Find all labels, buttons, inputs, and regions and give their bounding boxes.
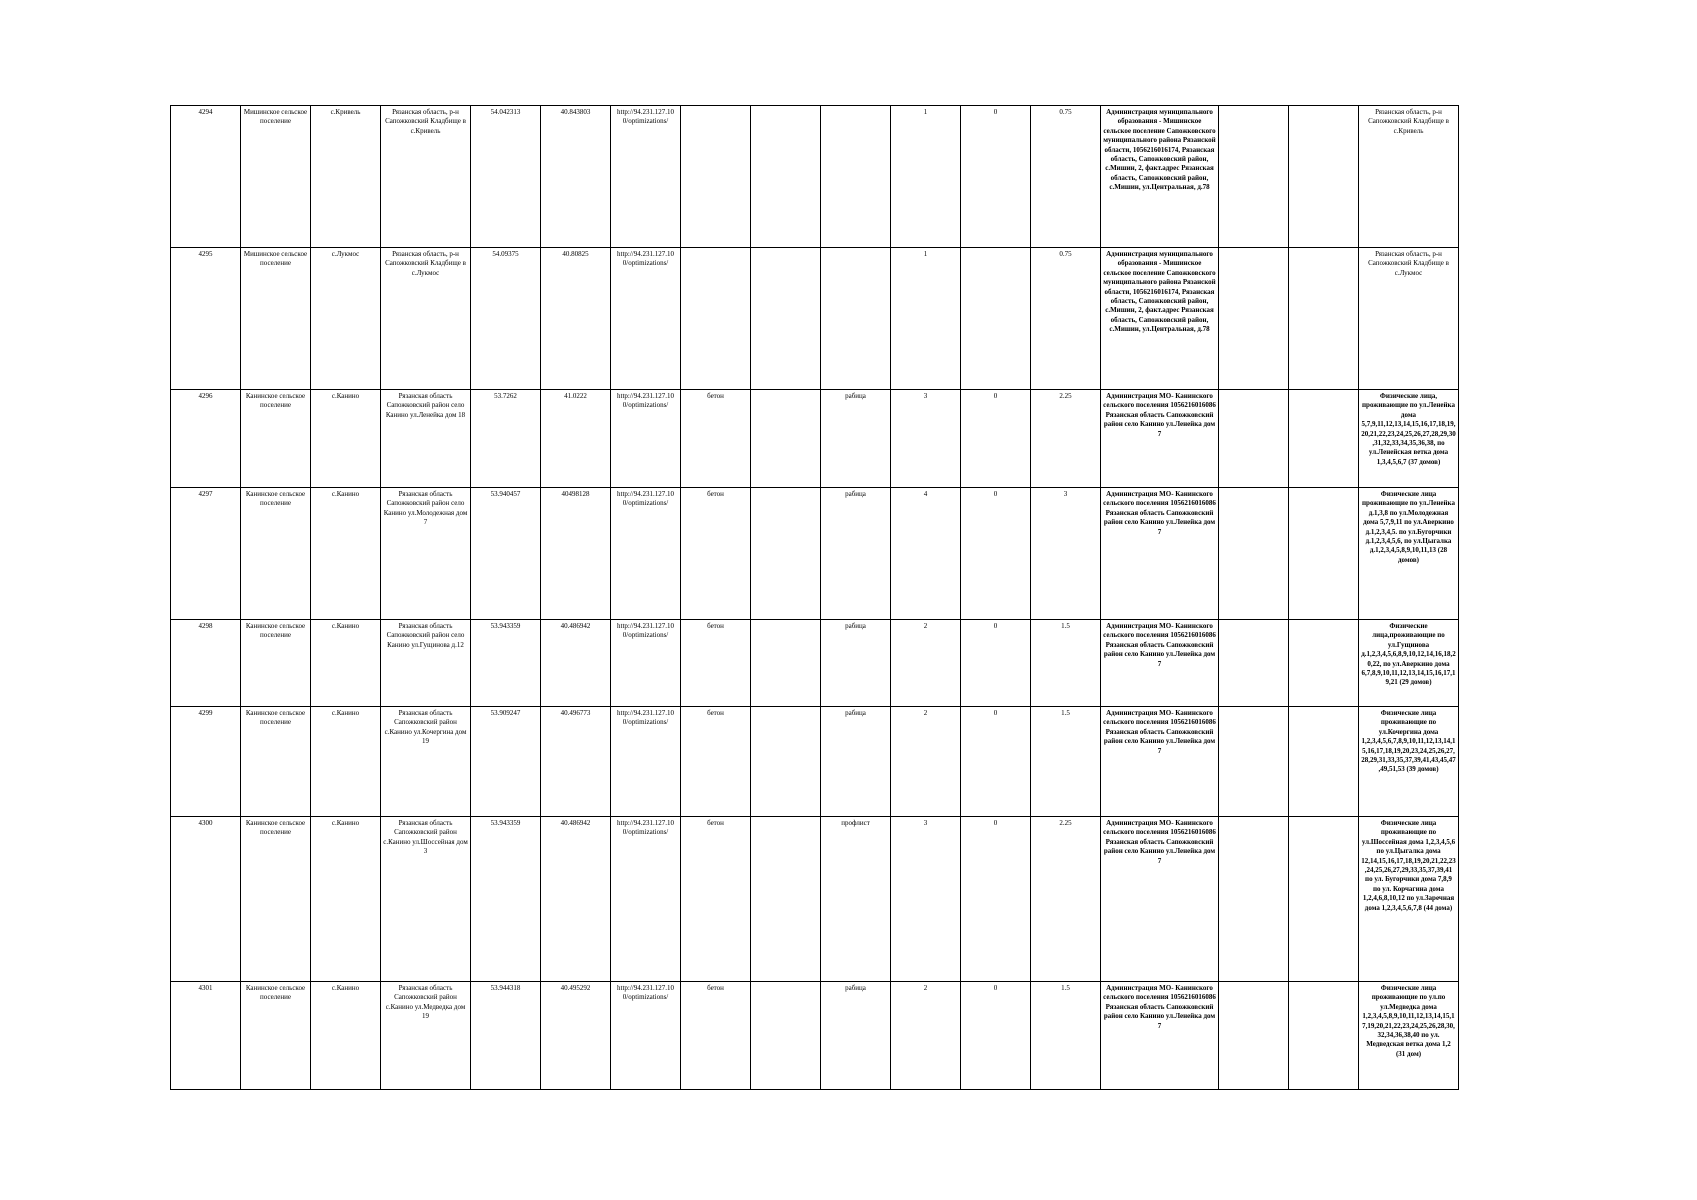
settlement-cell: Мишинское сельское поселение xyxy=(241,248,311,390)
url-cell: http://94.231.127.10 0/optimizations/ xyxy=(611,817,681,982)
empty-cell xyxy=(751,982,821,1090)
empty-cell xyxy=(751,488,821,620)
containers-count-cell: 1 xyxy=(891,106,961,248)
count-cell: 0 xyxy=(961,106,1031,248)
fence-cell: рабица xyxy=(821,620,891,707)
row-id-cell: 4294 xyxy=(171,106,241,248)
containers-count-cell: 2 xyxy=(891,620,961,707)
latitude-cell: 53.909247 xyxy=(471,707,541,817)
table-row xyxy=(171,707,1459,817)
locality-cell: с.Канино xyxy=(311,390,381,488)
longitude-cell: 40.495292 xyxy=(541,982,611,1090)
table-row xyxy=(171,488,1459,620)
owner-cell: Администрация МО- Канинского сельского поселения 1056216016086 Рязанская область Сапожковский район село Канино ул.Ленейка дом 7 xyxy=(1101,620,1219,707)
latitude-cell: 54.09375 xyxy=(471,248,541,390)
table-row xyxy=(171,106,1459,248)
table-row xyxy=(171,620,1459,707)
count-cell: 0 xyxy=(961,488,1031,620)
count-cell: 0 xyxy=(961,817,1031,982)
volume-cell: 0.75 xyxy=(1031,248,1101,390)
settlement-cell: Канинское сельское поселение xyxy=(241,390,311,488)
volume-cell: 1.5 xyxy=(1031,982,1101,1090)
empty-cell xyxy=(1289,390,1359,488)
containers-count-cell: 2 xyxy=(891,707,961,817)
surface-cell: бетон xyxy=(681,707,751,817)
surface-cell: бетон xyxy=(681,982,751,1090)
waste-sources-cell: Физические лица проживающие по ул.по ул.Медведка дома 1,2,3,4,5,8,9,10,11,12,13,14,15,17,19,20,21,22,23,24,25,26,28,30,32,34,36,38,40 по ул. Медведская ветка дома 1,2 (31 дом) xyxy=(1359,982,1459,1090)
surface-cell: бетон xyxy=(681,488,751,620)
empty-cell xyxy=(751,817,821,982)
empty-cell xyxy=(1289,248,1359,390)
settlement-cell: Мишинское сельское поселение xyxy=(241,106,311,248)
owner-cell: Администрация МО- Канинского сельского поселения 1056216016086 Рязанская область Сапожковский район село Канино ул.Ленейка дом 7 xyxy=(1101,488,1219,620)
count-cell: 0 xyxy=(961,620,1031,707)
empty-cell xyxy=(1289,707,1359,817)
empty-cell xyxy=(751,248,821,390)
surface-cell xyxy=(681,106,751,248)
longitude-cell: 40498128 xyxy=(541,488,611,620)
waste-sources-cell: Физические лица проживающие по ул.Ленейка д.1,3,8 по ул.Молодежная дома 5,7,9,11 по ул.Аверкино д.1,2,3,4,5. по ул.Бугорчики д.1,2,3,4,5,6, по ул.Цыгалка д.1,2,3,4,5,8,9,10,11,13 (28 домов) xyxy=(1359,488,1459,620)
url-cell: http://94.231.127.10 0/optimizations/ xyxy=(611,106,681,248)
longitude-cell: 40.486942 xyxy=(541,817,611,982)
volume-cell: 2.25 xyxy=(1031,817,1101,982)
empty-cell xyxy=(1289,982,1359,1090)
waste-sources-cell: Физические лица, проживающие по ул.Ленейка дома 5,7,9,11,12,13,14,15,16,17,18,19,20,21,22,23,24,25,26,27,28,29,30,31,32,33,34,35,36,38, по ул.Ленейская ветка дома 1,3,4,5,6,7 (37 домов) xyxy=(1359,390,1459,488)
owner-cell: Администрация МО- Канинского сельского поселения 1056216016086 Рязанская область Сапожковский район село Канино ул.Ленейка дом 7 xyxy=(1101,707,1219,817)
table-row xyxy=(171,817,1459,982)
row-id-cell: 4301 xyxy=(171,982,241,1090)
settlement-cell: Канинское сельское поселение xyxy=(241,982,311,1090)
locality-cell: с.Канино xyxy=(311,488,381,620)
longitude-cell: 40.843803 xyxy=(541,106,611,248)
empty-cell xyxy=(1219,488,1289,620)
volume-cell: 3 xyxy=(1031,488,1101,620)
row-id-cell: 4300 xyxy=(171,817,241,982)
settlement-cell: Канинское сельское поселение xyxy=(241,707,311,817)
fence-cell: рабица xyxy=(821,982,891,1090)
fence-cell: рабица xyxy=(821,488,891,620)
longitude-cell: 40.486942 xyxy=(541,620,611,707)
count-cell: 0 xyxy=(961,707,1031,817)
fence-cell: рабица xyxy=(821,390,891,488)
empty-cell xyxy=(1219,248,1289,390)
empty-cell xyxy=(1219,707,1289,817)
latitude-cell: 53.7262 xyxy=(471,390,541,488)
empty-cell xyxy=(751,390,821,488)
latitude-cell: 53.943359 xyxy=(471,817,541,982)
surface-cell xyxy=(681,248,751,390)
url-cell: http://94.231.127.10 0/optimizations/ xyxy=(611,248,681,390)
count-cell: 0 xyxy=(961,982,1031,1090)
latitude-cell: 53.944318 xyxy=(471,982,541,1090)
address-cell: Рязанская область, р-н Сапожковский Кладбище в с.Лукмос xyxy=(381,248,471,390)
url-cell: http://94.231.127.10 0/optimizations/ xyxy=(611,488,681,620)
locality-cell: с.Лукмос xyxy=(311,248,381,390)
row-id-cell: 4296 xyxy=(171,390,241,488)
empty-cell xyxy=(1219,982,1289,1090)
owner-cell: Администрация МО- Канинского сельского поселения 1056216016086 Рязанская область Сапожковский район село Канино ул.Ленейка дом 7 xyxy=(1101,982,1219,1090)
latitude-cell: 53.943359 xyxy=(471,620,541,707)
containers-count-cell: 3 xyxy=(891,817,961,982)
settlement-cell: Канинское сельское поселение xyxy=(241,817,311,982)
address-cell: Рязанская область Сапожковский район с.Канино ул.Медведка дом 19 xyxy=(381,982,471,1090)
surface-cell: бетон xyxy=(681,620,751,707)
address-cell: Рязанская область Сапожковский район село Канино ул.Гущинова д.12 xyxy=(381,620,471,707)
containers-count-cell: 2 xyxy=(891,982,961,1090)
empty-cell xyxy=(751,106,821,248)
locality-cell: с.Кривель xyxy=(311,106,381,248)
row-id-cell: 4297 xyxy=(171,488,241,620)
empty-cell xyxy=(751,707,821,817)
settlement-cell: Канинское сельское поселение xyxy=(241,488,311,620)
empty-cell xyxy=(1289,620,1359,707)
url-cell: http://94.231.127.10 0/optimizations/ xyxy=(611,707,681,817)
owner-cell: Администрация муниципального образования - Мишинское сельское поселение Сапожковского муниципального района Рязанской области, 1056216016174, Рязанская область, Сапожковский район, с.Мишин, 2, факт.адрес Рязанская область, Сапожковский район, с.Мишин, ул.Центральная, д.78 xyxy=(1101,248,1219,390)
surface-cell: бетон xyxy=(681,817,751,982)
table-row xyxy=(171,982,1459,1090)
containers-count-cell: 3 xyxy=(891,390,961,488)
fence-cell xyxy=(821,248,891,390)
count-cell xyxy=(961,248,1031,390)
waste-sources-cell: Рязанская область, р-н Сапожковский Кладбище в с.Кривель xyxy=(1359,106,1459,248)
empty-cell xyxy=(1289,488,1359,620)
waste-sources-cell: Физические лица,проживающие по ул.Гущинова д.1,2,3,4,5,6,8,9,10,12,14,16,18,20,22, по ул.Аверкино дома 6,7,8,9,10,11,12,13,14,15,16,17,19,21 (29 домов) xyxy=(1359,620,1459,707)
latitude-cell: 53.940457 xyxy=(471,488,541,620)
fence-cell: профлист xyxy=(821,817,891,982)
url-cell: http://94.231.127.10 0/optimizations/ xyxy=(611,982,681,1090)
row-id-cell: 4299 xyxy=(171,707,241,817)
table-row xyxy=(171,248,1459,390)
registry-table xyxy=(170,105,1459,1090)
fence-cell: рабица xyxy=(821,707,891,817)
locality-cell: с.Канино xyxy=(311,707,381,817)
owner-cell: Администрация муниципального образования - Мишинское сельское поселение Сапожковского муниципального района Рязанской области, 1056216016174, Рязанская область, Сапожковский район, с.Мишин, 2, факт.адрес Рязанская область, Сапожковский район, с.Мишин, ул.Центральная, д.78 xyxy=(1101,106,1219,248)
url-cell: http://94.231.127.10 0/optimizations/ xyxy=(611,620,681,707)
empty-cell xyxy=(1219,106,1289,248)
longitude-cell: 40.496773 xyxy=(541,707,611,817)
address-cell: Рязанская область Сапожковский район село Канино ул.Ленейка дом 18 xyxy=(381,390,471,488)
locality-cell: с.Канино xyxy=(311,620,381,707)
address-cell: Рязанская область Сапожковский район село Канино ул.Молодежная дом 7 xyxy=(381,488,471,620)
empty-cell xyxy=(1289,817,1359,982)
owner-cell: Администрация МО- Канинского сельского поселения 1056216016086 Рязанская область Сапожковский район село Канино ул.Ленейка дом 7 xyxy=(1101,390,1219,488)
latitude-cell: 54.042313 xyxy=(471,106,541,248)
fence-cell xyxy=(821,106,891,248)
url-cell: http://94.231.127.10 0/optimizations/ xyxy=(611,390,681,488)
waste-sources-cell: Физические лица проживающие по ул.Кочергина дома 1,2,3,4,5,6,7,8,9,10,11,12,13,14,15,16,17,18,19,20,23,24,25,26,27,28,29,31,33,35,37,39,41,43,45,47,49,51,53 (39 домов) xyxy=(1359,707,1459,817)
empty-cell xyxy=(751,620,821,707)
locality-cell: с.Канино xyxy=(311,982,381,1090)
row-id-cell: 4295 xyxy=(171,248,241,390)
address-cell: Рязанская область Сапожковский район с.Канино ул.Кочергина дом 19 xyxy=(381,707,471,817)
settlement-cell: Канинское сельское поселение xyxy=(241,620,311,707)
volume-cell: 1.5 xyxy=(1031,707,1101,817)
empty-cell xyxy=(1219,620,1289,707)
waste-sources-cell: Рязанская область, р-н Сапожковский Кладбище в с.Лукмос xyxy=(1359,248,1459,390)
waste-sources-cell: Физические лица проживающие по ул.Шоссейная дома 1,2,3,4,5,6 по ул.Цыгалка дома 12,14,15,16,17,18,19,20,21,22,23,24,25,26,27,29,33,35,37,39,41 по ул. Бугорчики дома 7,8,9 по ул. Корчагина дома 1,2,4,6,8,10,12 по ул.Заречная дома 1,2,3,4,5,6,7,8 (44 дома) xyxy=(1359,817,1459,982)
owner-cell: Администрация МО- Канинского сельского поселения 1056216016086 Рязанская область Сапожковский район село Канино ул.Ленейка дом 7 xyxy=(1101,817,1219,982)
row-id-cell: 4298 xyxy=(171,620,241,707)
empty-cell xyxy=(1289,106,1359,248)
count-cell: 0 xyxy=(961,390,1031,488)
volume-cell: 1.5 xyxy=(1031,620,1101,707)
volume-cell: 2.25 xyxy=(1031,390,1101,488)
empty-cell xyxy=(1219,390,1289,488)
containers-count-cell: 1 xyxy=(891,248,961,390)
longitude-cell: 40.80825 xyxy=(541,248,611,390)
table-row xyxy=(171,390,1459,488)
address-cell: Рязанская область Сапожковский район с.Канино ул.Шоссейная дом 3 xyxy=(381,817,471,982)
locality-cell: с.Канино xyxy=(311,817,381,982)
containers-count-cell: 4 xyxy=(891,488,961,620)
address-cell: Рязанская область, р-н Сапожковский Кладбище в с.Кривель xyxy=(381,106,471,248)
longitude-cell: 41.0222 xyxy=(541,390,611,488)
empty-cell xyxy=(1219,817,1289,982)
volume-cell: 0.75 xyxy=(1031,106,1101,248)
surface-cell: бетон xyxy=(681,390,751,488)
